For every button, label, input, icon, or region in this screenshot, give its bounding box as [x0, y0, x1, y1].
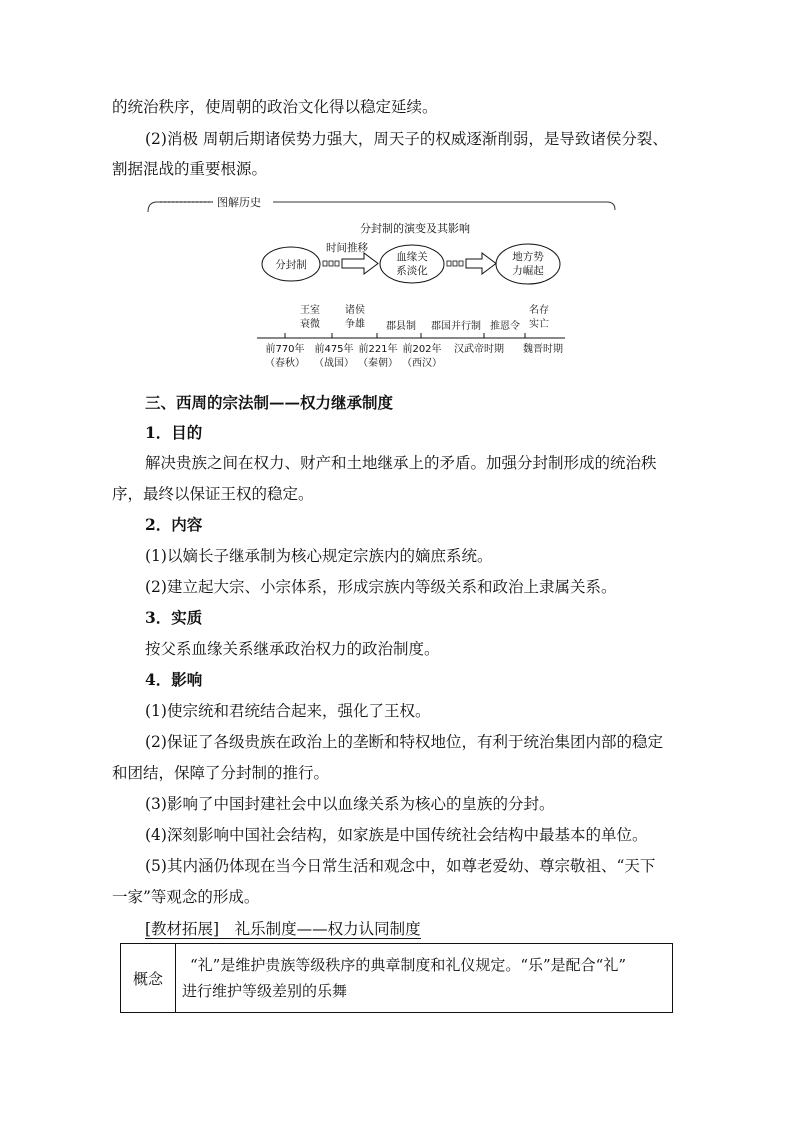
table-head-cell: 概念	[121, 944, 176, 1013]
event-4: 郡国并行制	[431, 321, 481, 332]
event-6-line2: 实亡	[529, 319, 549, 330]
extension-heading	[145, 919, 421, 939]
event-5: 推恩令	[490, 321, 520, 332]
event-6-line1: 名存	[529, 305, 549, 316]
time-3: 前221年	[358, 344, 398, 355]
influence-3: (3)影响了中国封建社会中以血缘关系为核心的皇族的分封。	[145, 795, 555, 813]
influence-2-line2: 和团结，保障了分封制的推行。	[112, 764, 330, 782]
paragraph-continuation: 的统治秩序，使周朝的政治文化得以稳定延续。	[112, 98, 438, 116]
table-row	[121, 944, 673, 1013]
table-line1: “礼”是维护贵族等级秩序的典章制度和礼仪规定。“乐”是配合“礼”	[190, 956, 627, 974]
influence-4: (4)深刻影响中国社会结构，如家族是中国传统社会结构中最基本的单位。	[145, 826, 648, 844]
event-1-line1: 王室	[300, 305, 320, 316]
diagram-bracket-right	[273, 202, 615, 210]
time-5: 汉武帝时期	[454, 344, 504, 355]
diagram-svg	[145, 190, 685, 380]
heading-influence: 4．影响	[145, 670, 203, 689]
heading-essence: 3．实质	[145, 608, 203, 627]
node-difang-line1: 地方势	[512, 251, 544, 263]
node-xueyuan-line2: 系淡化	[396, 265, 428, 277]
event-3: 郡县制	[386, 321, 416, 332]
node-fenfeng-label: 分封制	[275, 259, 307, 271]
arrow-2	[447, 253, 496, 274]
time-2: 前475年	[314, 344, 354, 355]
influence-5-line2: 一家”等观念的形成。	[112, 888, 260, 906]
influence-1: (1)使宗统和君统结合起来，强化了王权。	[145, 702, 431, 720]
paragraph-negative-line2: 割据混战的重要根源。	[112, 160, 268, 178]
time-3-sub: （秦朝）	[358, 358, 398, 369]
influence-5-line1: (5)其内涵仍体现在当今日常生活和观念中，如尊老爱幼、尊宗敬祖、“天下	[145, 857, 656, 875]
essence-text: 按父系血缘关系继承政治权力的政治制度。	[145, 640, 440, 658]
influence-2-line1: (2)保证了各级贵族在政治上的垄断和特权地位，有利于统治集团内部的稳定	[145, 733, 663, 751]
time-4: 前202年	[402, 344, 442, 355]
extension-heading-text: [教材拓展] 礼乐制度——权力认同制度	[145, 920, 421, 938]
node-difang-line2: 力崛起	[512, 265, 544, 277]
table-line2: 进行维护等级差别的乐舞	[182, 982, 348, 1000]
event-2-line2: 争雄	[345, 319, 365, 330]
purpose-line2: 序，最终以保证王权的稳定。	[112, 485, 314, 503]
diagram-title: 分封制的演变及其影响	[360, 222, 470, 235]
time-4-sub: （西汉）	[402, 358, 442, 369]
time-6: 魏晋时期	[523, 344, 563, 355]
concept-table	[120, 943, 673, 1013]
content-2: (2)建立起大宗、小宗体系，形成宗族内等级关系和政治上隶属关系。	[145, 578, 617, 596]
arrow-1	[323, 253, 378, 274]
time-1: 前770年	[265, 344, 305, 355]
content-1: (1)以嫡长子继承制为核心规定宗族内的嫡庶系统。	[145, 547, 493, 565]
event-2-line1: 诸侯	[345, 305, 365, 316]
time-1-sub: （春秋）	[265, 358, 305, 369]
event-1-line2: 衰微	[300, 319, 320, 330]
fengjian-diagram	[145, 190, 685, 380]
time-2-sub: （战国）	[314, 358, 354, 369]
section3-heading: 三、西周的宗法制——权力继承制度	[145, 393, 394, 412]
diagram-bracket-left	[148, 202, 213, 212]
purpose-line1: 解决贵族之间在权力、财产和土地继承上的矛盾。加强分封制形成的统治秩	[145, 454, 657, 472]
heading-content: 2．内容	[145, 515, 203, 534]
node-difang	[496, 244, 560, 284]
heading-purpose: 1．目的	[145, 423, 203, 442]
table-body-cell	[176, 944, 673, 1013]
arrow-label: 时间推移	[326, 242, 368, 254]
paragraph-negative-line1: (2)消极 周朝后期诸侯势力强大，周天子的权威逐渐削弱，是导致诸侯分裂、	[145, 130, 668, 148]
diagram-tag: 图解历史	[217, 196, 261, 209]
node-xueyuan-line1: 血缘关	[396, 251, 428, 263]
